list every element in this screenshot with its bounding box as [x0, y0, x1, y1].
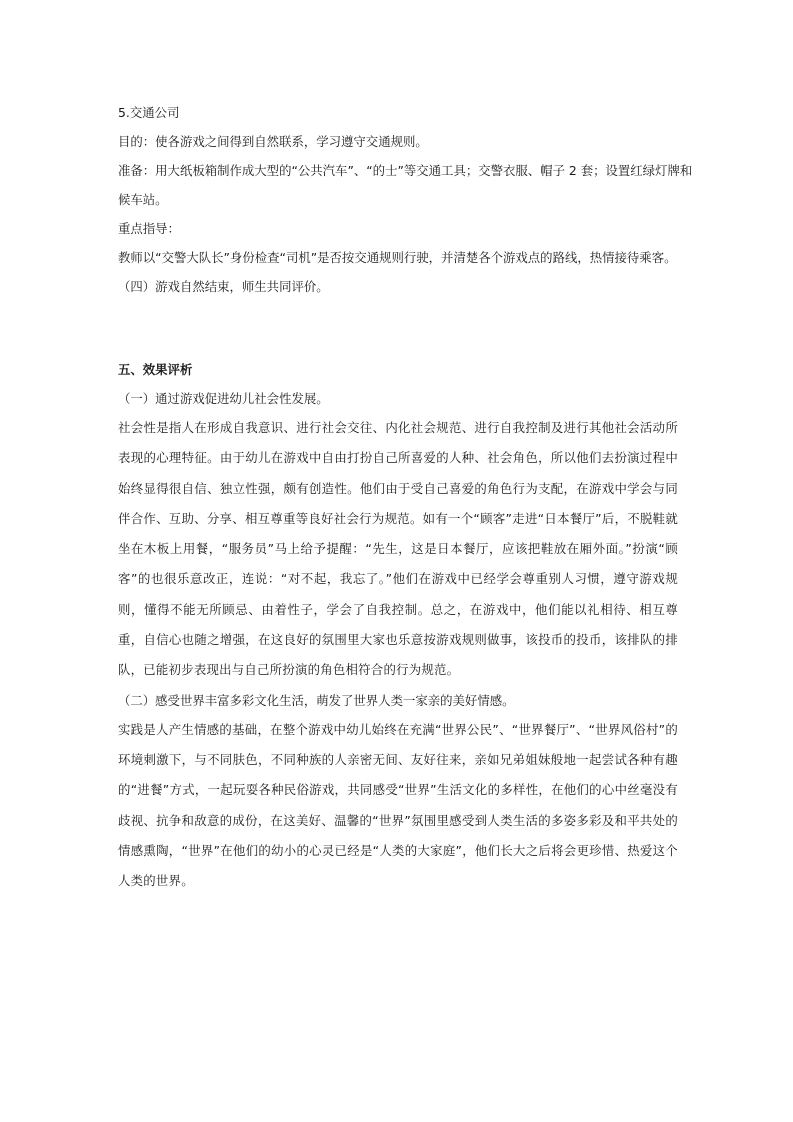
document-body	[118, 98, 693, 896]
game-end-text: （四）游戏自然结束，师生共同评价。	[118, 279, 329, 294]
preparation-text-line2: 候车站。	[118, 192, 168, 207]
paragraph-world-culture: 实践是人产生情感的基础，在整个游戏中幼儿始终在充满“世界公民”、“世界餐厅”、“世界风俗村”的环境刺激下，与不同肤色，不同种族的人亲密无间、友好往来，亲如兄弟姐妹般地一起尝试各种有趣的“进餐”方式，一起玩耍各种民俗游戏，共同感受“世界”生活文化的多样性，在他们的心中丝毫没有歧视、抗争和敌意的成份，在这美好、温馨的“世界”氛围里感受到人类生活的多姿多彩及和平共处的情感熏陶，“世界”在他们的幼小的心灵已经是“人类的大家庭”，他们长大之后将会更珍惜、热爱这个人类的世界。	[118, 721, 678, 889]
section-spacer	[118, 301, 678, 355]
subsection-title-culture: （二）感受世界丰富多彩文化生活，萌发了世界人类一家亲的美好情感。	[118, 692, 515, 708]
item-title-traffic-company: 5.交通公司	[118, 105, 180, 120]
preparation-text-line1: 准备：用大纸板箱制作成大型的“公共汽车”、“的士”等交通工具；交警衣服、帽子 2 套；设置红绿灯牌和	[118, 163, 693, 178]
paragraph-social-development: 社会性是指人在形成自我意识、进行社会交往、内化社会规范、进行自我控制及进行其他社会活动所表现的心理特征。由于幼儿在游戏中自由打扮自己所喜爱的人种、社会角色，所以他们去扮演过程中始终显得很自信、独立性强，颇有创造性。他们由于受自己喜爱的角色行为支配，在游戏中学会与同伴合作、互助、分享、相互尊重等良好社会行为规范。如有一个“顾客”走进“日本餐厅”后，不脱鞋就坐在木板上用餐，“服务员”马上给予提醒：“先生，这是日本餐厅，应该把鞋放在厢外面。”扮演“顾客”的也很乐意改正，连说：“对不起，我忘了。”他们在游戏中已经学会尊重别人习惯，遵守游戏规则，懂得不能无所顾忌、由着性子，学会了自我控制。总之，在游戏中，他们能以礼相待、相互尊重，自信心也随之增强，在这良好的氛围里大家也乐意按游戏规则做事，该投币的投币，该排队的排队，已能初步表现出与自己所扮演的角色相符合的行为规范。	[118, 420, 678, 678]
guidance-label: 重点指导：	[118, 221, 180, 236]
subsection-title-social: （一）通过游戏促进幼儿社会性发展。	[118, 391, 329, 406]
guidance-text: 教师以“交警大队长”身份检查“司机”是否按交通规则行驶，并清楚各个游戏点的路线，热情接待乘客。	[118, 250, 677, 265]
goal-text: 目的：使各游戏之间得到自然联系，学习遵守交通规则。	[118, 134, 428, 149]
section-heading-evaluation: 五、效果评析	[118, 362, 193, 377]
